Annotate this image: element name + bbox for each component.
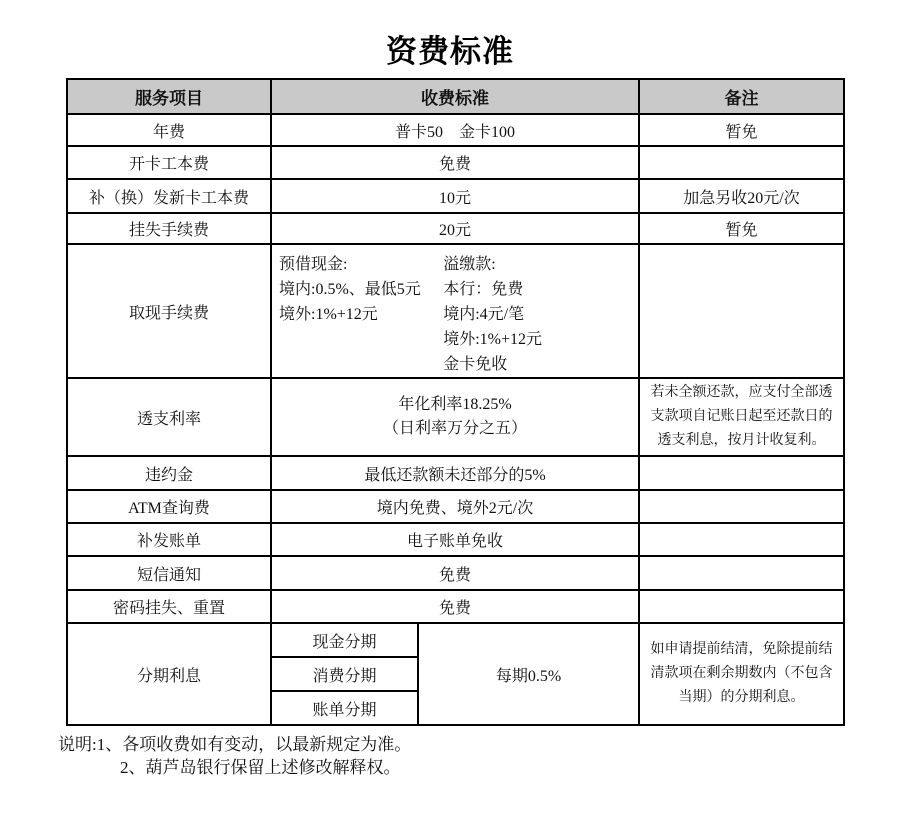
table-row (67, 590, 844, 623)
overpayment-line: 境外:1%+12元 (443, 331, 543, 348)
cell-remark (639, 456, 844, 490)
cash-advance-line: 境外:1%+12元 (279, 306, 378, 323)
cell-service: 补发账单 (67, 523, 271, 556)
cell-remark (639, 490, 844, 523)
cell-fee: 10元 (271, 179, 639, 213)
footnote-line: 2、葫芦岛银行保留上述修改解释权。 (120, 758, 401, 777)
header-service: 服务项目 (67, 79, 271, 114)
cell-service: 透支利率 (67, 378, 271, 456)
cell-service: ATM查询费 (67, 490, 271, 523)
cash-advance-line: 境内:0.5%、最低5元 (279, 281, 421, 298)
cell-remark (639, 146, 844, 179)
cell-fee: 境内免费、境外2元/次 (271, 490, 639, 523)
header-remark: 备注 (639, 79, 844, 114)
table-row (67, 456, 844, 490)
table-row (67, 213, 844, 244)
cell-remark-installment: 如申请提前结清，免除提前结清款项在剩余期数内（不包含当期）的分期利息。 (639, 623, 844, 725)
cell-service: 补（换）发新卡工本费 (67, 179, 271, 213)
table-row (67, 623, 844, 657)
cell-remark (639, 590, 844, 623)
cell-service: 挂失手续费 (67, 213, 271, 244)
overpayment-line: 本行：免费 (443, 281, 524, 298)
table-row (67, 244, 844, 378)
overpayment-line: 金卡免收 (443, 356, 508, 373)
cell-remark: 暂免 (639, 114, 844, 146)
overdraft-rate-line: 年化利率18.25% (398, 396, 512, 413)
cell-remark: 暂免 (639, 213, 844, 244)
footnotes (58, 733, 900, 779)
cell-fee: 20元 (271, 213, 639, 244)
cell-fee-overdraft (271, 378, 639, 456)
overdraft-rate-line: （日利率万分之五） (382, 420, 527, 437)
cell-fee: 普卡50 金卡100 (271, 114, 639, 146)
table-row (67, 179, 844, 213)
fee-table (66, 78, 845, 726)
overpayment-line: 溢缴款: (443, 256, 496, 273)
cell-remark: 加急另收20元/次 (639, 179, 844, 213)
header-fee: 收费标准 (271, 79, 639, 114)
table-row (67, 556, 844, 590)
table-row (67, 146, 844, 179)
table-header-row (67, 79, 844, 114)
cell-fee: 免费 (271, 556, 639, 590)
cash-advance-block (279, 252, 443, 377)
cell-installment-type: 消费分期 (271, 657, 418, 691)
cell-remark (639, 244, 844, 378)
cell-installment-type: 账单分期 (271, 691, 418, 725)
page-title: 资费标准 (386, 34, 514, 69)
cell-installment-type: 现金分期 (271, 623, 418, 657)
overpayment-line: 境内:4元/笔 (443, 306, 525, 323)
overpayment-block (443, 252, 636, 377)
cash-fee-columns (279, 252, 636, 377)
table-row (67, 523, 844, 556)
footnote-line: 说明:1、各项收费如有变动，以最新规定为准。 (58, 735, 412, 754)
cell-service: 密码挂失、重置 (67, 590, 271, 623)
table-row (67, 114, 844, 146)
table-row (67, 490, 844, 523)
cell-fee-installment: 每期0.5% (418, 623, 639, 725)
cell-fee-cash-withdrawal (271, 244, 639, 378)
cell-fee: 免费 (271, 590, 639, 623)
cash-advance-line: 预借现金: (279, 256, 348, 273)
cell-remark (639, 523, 844, 556)
cell-fee: 电子账单免收 (271, 523, 639, 556)
cell-service: 取现手续费 (67, 244, 271, 378)
cell-service: 违约金 (67, 456, 271, 490)
cell-remark: 若未全额还款，应支付全部透支款项自记账日起至还款日的透支利息，按月计收复利。 (639, 378, 844, 456)
cell-fee: 最低还款额未还部分的5% (271, 456, 639, 490)
cell-service: 短信通知 (67, 556, 271, 590)
cell-service: 年费 (67, 114, 271, 146)
cell-service: 开卡工本费 (67, 146, 271, 179)
table-row (67, 378, 844, 456)
cell-remark (639, 556, 844, 590)
cell-fee: 免费 (271, 146, 639, 179)
cell-service-installment: 分期利息 (67, 623, 271, 725)
